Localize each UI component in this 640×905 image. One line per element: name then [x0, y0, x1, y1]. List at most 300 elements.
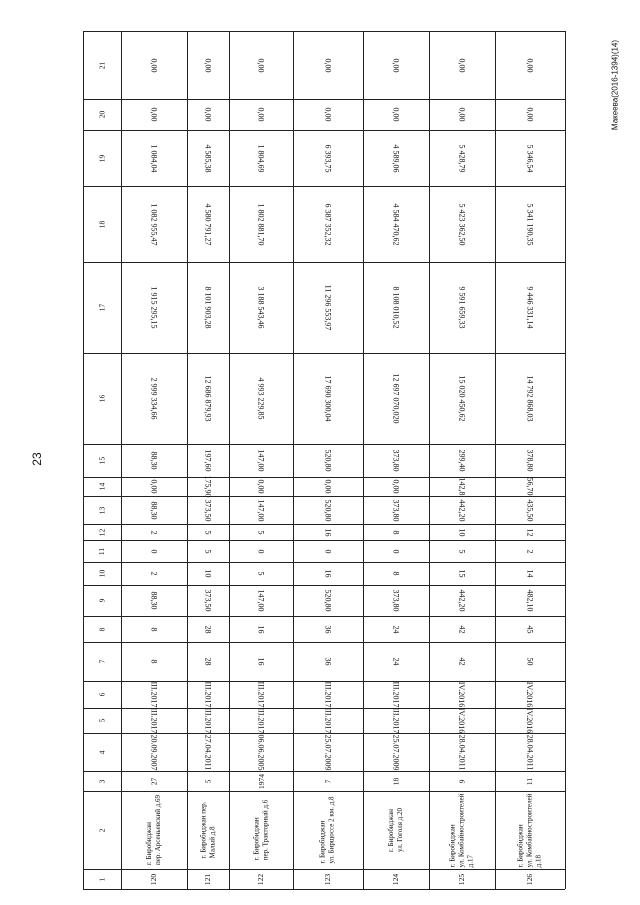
table-cell: [229, 708, 293, 733]
table-cell-text: 378,80: [525, 449, 535, 472]
column-header: [83, 708, 121, 733]
table-cell: [121, 733, 187, 771]
table-cell: [429, 733, 495, 771]
table-cell-text: 2: [149, 530, 159, 534]
table-cell: [429, 642, 495, 681]
table-cell: [229, 353, 293, 444]
table-cell: [363, 771, 429, 791]
table-cell-text: 11 296 553,97: [323, 284, 333, 331]
table-cell: [495, 562, 565, 585]
table-cell-text: 5: [457, 549, 467, 553]
table-cell-text: III.2017: [256, 681, 266, 708]
table-cell-text: 06.06.2005: [256, 734, 266, 770]
table-cell-text: 3 188 543,46: [256, 286, 266, 329]
table-cell: [121, 262, 187, 353]
table-cell: [363, 99, 429, 130]
column-header-text: 7: [97, 659, 107, 664]
table-cell: [429, 524, 495, 540]
table-cell: [121, 540, 187, 562]
table-cell: [187, 444, 229, 477]
table-cell-text: 24: [391, 657, 401, 666]
table-cell: [429, 353, 495, 444]
table-cell-text: 16: [256, 657, 266, 666]
table-cell: [293, 708, 363, 733]
table-cell-text: 9 591 659,33: [457, 286, 467, 329]
table-cell-text: 5 423 362,50: [457, 203, 467, 245]
table-cell: [121, 642, 187, 681]
table-cell: [293, 791, 363, 869]
table-cell-text: 4 993 229,85: [256, 377, 266, 420]
table-cell: [121, 708, 187, 733]
table-cell-text: 28: [203, 625, 213, 633]
table-cell: [495, 681, 565, 708]
table-cell-text: 0: [149, 549, 159, 553]
table-cell: [495, 733, 565, 771]
page-number: 23: [30, 452, 44, 466]
table-cell-text: г. Биробиджан ул. Комбайностроителей д.18: [516, 793, 543, 867]
column-header: [83, 733, 121, 771]
table-cell: [229, 562, 293, 585]
table-cell-text: 10: [203, 569, 213, 578]
table-cell: [293, 585, 363, 616]
table-cell-text: 5 428,79: [457, 144, 467, 172]
table-cell-text: 9 446 331,14: [525, 286, 535, 329]
table-cell: [187, 616, 229, 642]
table-cell: [187, 585, 229, 616]
table-cell-text: 0,00: [457, 107, 467, 122]
table-cell: [229, 733, 293, 771]
table-cell-text: 373,80: [391, 589, 401, 612]
table-cell: [229, 791, 293, 869]
table-cell: [293, 540, 363, 562]
column-header: [83, 771, 121, 791]
column-header-text: 10: [97, 569, 107, 578]
table-cell: [229, 616, 293, 642]
table-cell-text: 1 802 881,70: [256, 203, 266, 245]
table-cell-text: 88,30: [149, 591, 159, 610]
table-cell-text: III.2017: [256, 707, 266, 734]
table-cell-text: 0,00: [525, 107, 535, 122]
table-cell: [293, 99, 363, 130]
table-cell: [429, 540, 495, 562]
column-header: [83, 585, 121, 616]
table-cell: [363, 262, 429, 353]
table-cell: [293, 130, 363, 186]
table-cell: [121, 186, 187, 262]
column-header-text: 5: [97, 718, 107, 723]
table-cell-text: 18: [391, 777, 401, 785]
table-cell: [363, 353, 429, 444]
column-header-text: 11: [97, 547, 107, 555]
column-header: [83, 444, 121, 477]
table-cell: [429, 616, 495, 642]
table-cell: [229, 540, 293, 562]
data-table: [83, 31, 565, 889]
table-cell-text: 88,30: [149, 451, 159, 470]
table-cell-text: 25.07.2009: [323, 734, 333, 770]
table-cell: [293, 444, 363, 477]
table-rule: [565, 31, 566, 889]
table-cell: [293, 869, 363, 889]
table-cell: [363, 130, 429, 186]
table-cell-text: 36: [323, 657, 333, 666]
table-cell-text: 0: [391, 549, 401, 553]
column-header-text: 20: [97, 110, 107, 119]
table-cell: [495, 444, 565, 477]
table-cell-text: 7: [323, 779, 333, 783]
table-cell-text: 147,00: [256, 449, 266, 472]
table-cell: [229, 869, 293, 889]
table-cell: [121, 585, 187, 616]
table-cell-text: 442,20: [457, 589, 467, 612]
table-cell-text: 1 084,04: [149, 144, 159, 172]
table-cell-text: 0,00: [391, 58, 401, 72]
column-header-text: 13: [97, 506, 107, 514]
table-cell-text: 1 082 955,47: [149, 203, 159, 245]
table-cell-text: 27: [149, 777, 159, 785]
column-header: [83, 869, 121, 889]
table-cell-text: 373,50: [203, 499, 213, 521]
table-cell-text: 0,00: [323, 479, 333, 494]
table-cell-text: г. Биробиджан пер. Малый д.8: [199, 801, 217, 859]
table-cell: [187, 733, 229, 771]
table-cell: [429, 31, 495, 99]
table-cell: [293, 353, 363, 444]
table-cell-text: 435,50: [525, 499, 535, 521]
table-cell-text: 9: [457, 779, 467, 783]
table-cell-text: 120: [149, 873, 159, 885]
column-header: [83, 791, 121, 869]
table-cell-text: 147,00: [256, 499, 266, 521]
table-cell: [187, 562, 229, 585]
table-cell-text: 2 999 334,66: [149, 377, 159, 420]
table-cell: [293, 771, 363, 791]
table-cell: [229, 31, 293, 99]
table-cell: [187, 99, 229, 130]
table-cell: [429, 444, 495, 477]
table-cell-text: 5: [203, 779, 213, 783]
table-cell-text: 0,00: [391, 107, 401, 122]
table-cell: [363, 681, 429, 708]
table-cell-text: г. Биробиджан пер. Арсеньевский д.69: [145, 794, 162, 866]
table-cell-text: 14: [525, 569, 535, 578]
table-cell: [495, 540, 565, 562]
table-cell-text: 175,90: [203, 475, 213, 498]
table-cell: [363, 524, 429, 540]
table-cell-text: 2: [149, 571, 159, 576]
table-cell-text: 4 589,06: [391, 144, 401, 172]
table-cell: [121, 524, 187, 540]
table-cell-text: 122: [256, 873, 266, 885]
table-cell: [363, 791, 429, 869]
table-cell-text: 0,00: [256, 107, 266, 122]
table-cell: [121, 771, 187, 791]
table-cell-text: 125: [457, 873, 467, 885]
table-cell: [363, 540, 429, 562]
table-cell-text: 42: [457, 625, 467, 633]
table-cell-text: 0,00: [323, 107, 333, 122]
table-cell: [293, 562, 363, 585]
table-cell-text: 45: [525, 625, 535, 633]
table-cell-text: 16: [256, 625, 266, 633]
column-header: [83, 642, 121, 681]
table-cell-text: 8 101 903,28: [203, 286, 213, 329]
table-cell: [121, 31, 187, 99]
table-cell-text: 12 697 070,020: [391, 373, 401, 424]
table-cell-text: 126: [525, 873, 535, 885]
table-cell-text: 0,00: [323, 58, 333, 72]
table-cell: [495, 353, 565, 444]
table-cell-text: 0,00: [149, 107, 159, 122]
table-cell: [229, 130, 293, 186]
table-cell: [495, 585, 565, 616]
column-header: [83, 616, 121, 642]
table-cell: [363, 642, 429, 681]
table-cell: [121, 444, 187, 477]
table-cell: [293, 733, 363, 771]
table-cell: [429, 708, 495, 733]
table-cell: [229, 524, 293, 540]
table-cell: [229, 477, 293, 496]
table-cell: [363, 496, 429, 524]
table-cell: [495, 642, 565, 681]
table-cell: [363, 31, 429, 99]
table-cell-text: 15: [457, 569, 467, 578]
column-header-text: 9: [97, 598, 107, 603]
table-cell: [187, 681, 229, 708]
table-cell-text: 56,70: [525, 477, 535, 496]
table-cell-text: 520,80: [323, 499, 333, 521]
table-cell: [495, 771, 565, 791]
table-cell-text: 373,50: [203, 589, 213, 612]
table-cell: [429, 771, 495, 791]
table-cell: [495, 99, 565, 130]
column-header-text: 3: [97, 779, 107, 783]
table-cell: [187, 540, 229, 562]
document-reference-text: Макеева(2016-1394)(14): [610, 39, 620, 131]
table-cell: [293, 262, 363, 353]
column-header-text: 19: [97, 154, 107, 162]
table-cell: [229, 642, 293, 681]
table-cell-text: г. Биробиджан ул. Гоголя д.20: [387, 808, 404, 852]
column-header-text: 6: [97, 692, 107, 697]
table-cell-text: 0,00: [203, 107, 213, 122]
table-cell-text: III.2017: [323, 707, 333, 734]
table-cell-text: IV.2016: [525, 681, 535, 708]
column-header: [83, 524, 121, 540]
table-cell: [121, 791, 187, 869]
table-cell: [363, 477, 429, 496]
document-reference: [608, 10, 622, 160]
table-cell: [429, 562, 495, 585]
column-header-text: 15: [97, 456, 107, 465]
table-cell: [229, 681, 293, 708]
table-cell-text: 28.04.2011: [525, 734, 535, 770]
table-cell-text: 0,00: [203, 58, 213, 72]
table-cell-text: 0,00: [391, 479, 401, 494]
table-cell: [293, 524, 363, 540]
table-cell-text: 8: [391, 530, 401, 534]
table-cell: [363, 733, 429, 771]
table-cell-text: 373,80: [391, 499, 401, 521]
table-cell-text: 0,00: [256, 58, 266, 72]
column-header-text: 17: [97, 303, 107, 312]
table-cell-text: 4 580 791,27: [203, 203, 213, 245]
column-header-text: 14: [97, 482, 107, 491]
table-cell: [293, 186, 363, 262]
table-cell: [187, 262, 229, 353]
column-header-text: 2: [97, 828, 107, 832]
column-header: [83, 496, 121, 524]
table-cell-text: г. Биробиджан ул. Комбайностроителей д.17: [448, 793, 475, 867]
table-cell: [229, 585, 293, 616]
table-cell-text: 10: [457, 528, 467, 536]
table-cell: [363, 186, 429, 262]
table-cell: [293, 616, 363, 642]
table-cell: [229, 99, 293, 130]
table-cell: [429, 186, 495, 262]
table-cell: [363, 708, 429, 733]
table-cell-text: 6 387 352,32: [323, 203, 333, 245]
table-cell-text: 142,8: [457, 477, 467, 496]
table-cell: [187, 642, 229, 681]
table-cell-text: 4 585,38: [203, 144, 213, 172]
table-cell-text: 50: [525, 657, 535, 666]
table-cell-text: 520,80: [323, 449, 333, 472]
table-cell-text: 124: [391, 873, 401, 885]
table-cell: [495, 496, 565, 524]
table-cell: [429, 681, 495, 708]
table-cell: [495, 262, 565, 353]
table-cell: [363, 444, 429, 477]
column-header: [83, 477, 121, 496]
table-cell-text: III.2017: [203, 707, 213, 734]
table-cell: [187, 130, 229, 186]
column-header: [83, 681, 121, 708]
table-cell-text: 0,00: [149, 58, 159, 72]
table-cell: [495, 791, 565, 869]
column-header: [83, 99, 121, 130]
table-cell-text: 8 108 010,52: [391, 286, 401, 329]
table-cell: [363, 562, 429, 585]
column-header: [83, 31, 121, 99]
table-cell-text: 6 393,75: [323, 144, 333, 172]
table-cell-text: 5: [203, 530, 213, 534]
column-header: [83, 540, 121, 562]
table-cell-text: 88,30: [149, 501, 159, 519]
table-cell: [187, 477, 229, 496]
table-cell: [187, 31, 229, 99]
table-cell: [187, 771, 229, 791]
table-cell: [187, 353, 229, 444]
table-cell-text: 2: [525, 549, 535, 553]
table-cell: [187, 524, 229, 540]
table-cell-text: IV.2016: [457, 707, 467, 734]
table-cell-text: 0,00: [256, 479, 266, 494]
table-cell-text: 121: [203, 873, 213, 885]
table-cell-text: 8: [149, 627, 159, 631]
table-cell-text: III.2017: [323, 681, 333, 708]
column-header-text: 12: [97, 528, 107, 536]
table-cell: [495, 708, 565, 733]
table-cell: [187, 708, 229, 733]
table-cell: [293, 477, 363, 496]
table-cell: [293, 681, 363, 708]
table-cell-text: 0,00: [525, 58, 535, 72]
table-cell: [495, 869, 565, 889]
table-cell-text: 482,10: [525, 589, 535, 612]
table-cell: [229, 186, 293, 262]
table-cell-text: 442,20: [457, 499, 467, 521]
table-rule: [83, 889, 565, 890]
table-cell-text: 0: [256, 549, 266, 553]
table-cell-text: 8: [391, 571, 401, 576]
column-header-text: 16: [97, 394, 107, 403]
column-header: [83, 353, 121, 444]
table-cell: [429, 99, 495, 130]
column-header-text: 4: [97, 750, 107, 754]
table-cell: [121, 681, 187, 708]
column-header-text: 21: [97, 61, 107, 69]
table-cell: [187, 869, 229, 889]
table-cell: [429, 130, 495, 186]
column-header: [83, 186, 121, 262]
table-cell: [429, 585, 495, 616]
table-cell-text: 1 804,69: [256, 144, 266, 172]
table-cell: [121, 616, 187, 642]
table-cell-text: 0,00: [457, 58, 467, 72]
table-cell: [495, 477, 565, 496]
table-cell-text: 14 792 868,03: [525, 375, 535, 422]
table-cell: [121, 353, 187, 444]
table-cell: [363, 616, 429, 642]
table-cell: [187, 791, 229, 869]
column-header-text: 8: [97, 627, 107, 631]
table-cell-text: 36: [323, 625, 333, 633]
table-cell: [121, 869, 187, 889]
column-header-text: 1: [97, 877, 107, 881]
table-cell-text: 42: [457, 657, 467, 666]
table-cell: [293, 31, 363, 99]
table-cell: [229, 771, 293, 791]
table-cell: [121, 477, 187, 496]
table-cell-text: 5 346,54: [525, 144, 535, 172]
table-cell: [229, 444, 293, 477]
table-cell: [187, 186, 229, 262]
table-cell-text: г. Биробиджан ул. Бирщоссе 2 км. д.8: [318, 796, 336, 864]
table-cell-text: 5: [256, 571, 266, 576]
table-cell-text: 1974: [256, 773, 266, 789]
table-cell: [429, 262, 495, 353]
table-cell-text: 5: [203, 549, 213, 553]
table-cell-text: 0: [323, 549, 333, 553]
table-cell: [121, 130, 187, 186]
column-header: [83, 562, 121, 585]
table-cell-text: 28.04.2011: [457, 734, 467, 770]
table-cell-text: 5: [256, 530, 266, 534]
table-cell: [363, 869, 429, 889]
table-cell-text: 5 341 190,35: [525, 203, 535, 245]
table-cell-text: IV.2016: [525, 707, 535, 734]
table-cell-text: 520,80: [323, 589, 333, 612]
table-cell-text: 8: [149, 659, 159, 664]
table-cell: [363, 585, 429, 616]
table-cell-text: 27.04.2011: [203, 734, 213, 770]
column-header-text: 18: [97, 220, 107, 228]
table-cell-text: 28: [203, 657, 213, 666]
table-cell: [121, 99, 187, 130]
table-cell: [429, 477, 495, 496]
